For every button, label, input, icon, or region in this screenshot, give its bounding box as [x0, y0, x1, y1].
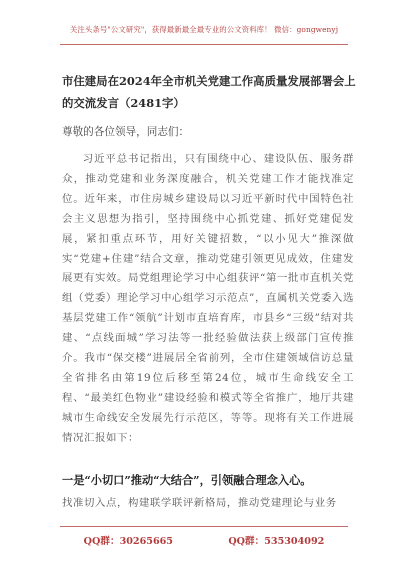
document-title: 市住建局在2024年全市机关党建工作高质量发展部署会上的交流发言（2481字） — [62, 74, 356, 110]
footer — [0, 533, 408, 547]
bottom-divider — [60, 526, 348, 527]
body-text — [62, 150, 354, 456]
paragraph: 习近平总书记指出，只有围绕中心、建设队伍、服务群众，推动党建和业务深度融合，机关党建工作才能找准定位。近年来，市住房城乡建设局以习近平新时代中国特色社会主义思想为指引，坚持围绕中心抓党建、抓好党建促发展，紧扣重点环节，用好关键招数，“以小见大”推深做实“党建+住建”结合文章，推动党建引领更见成效，住建发展更有实效。局党组理论学习中心组获评“第一批市直机关党组（党委）理论学习中心组学习示范点”，直属机关党委入选基层党建工作“领航”计划市直培育库，市县乡“三级”结对共建、“点线面城”学习法等一批经验做法获上级部门宣传推介。我市“保交楼”进展居全省前列，全市住建领域信访总量全省排名由第19位后移至第24位，城市生命线安全工程、“最美红色物业”建设经验和模式等全省推广，地厅共建城市生命线安全发展先行示范区，等等。现将有关工作进展情况汇报如下： — [62, 153, 354, 444]
salutation: 尊敬的各位领导，同志们： — [62, 126, 190, 138]
top-divider — [60, 44, 348, 45]
qq-group-2: QQ群：535304092 — [228, 536, 325, 547]
section-heading: 一是“小切口”推动“大结合”，引领融合理念入心。 — [62, 473, 312, 487]
qq-group-1: QQ群：30265665 — [83, 536, 173, 547]
promo-banner: 关注头条号"公文研究"，获得最新最全最专业的公文资料库！ 微信：gongwenyj — [69, 25, 339, 34]
paragraph-continuation: 找准切入点，构建联学联评新格局，推动党建理论与业务 — [62, 497, 337, 509]
